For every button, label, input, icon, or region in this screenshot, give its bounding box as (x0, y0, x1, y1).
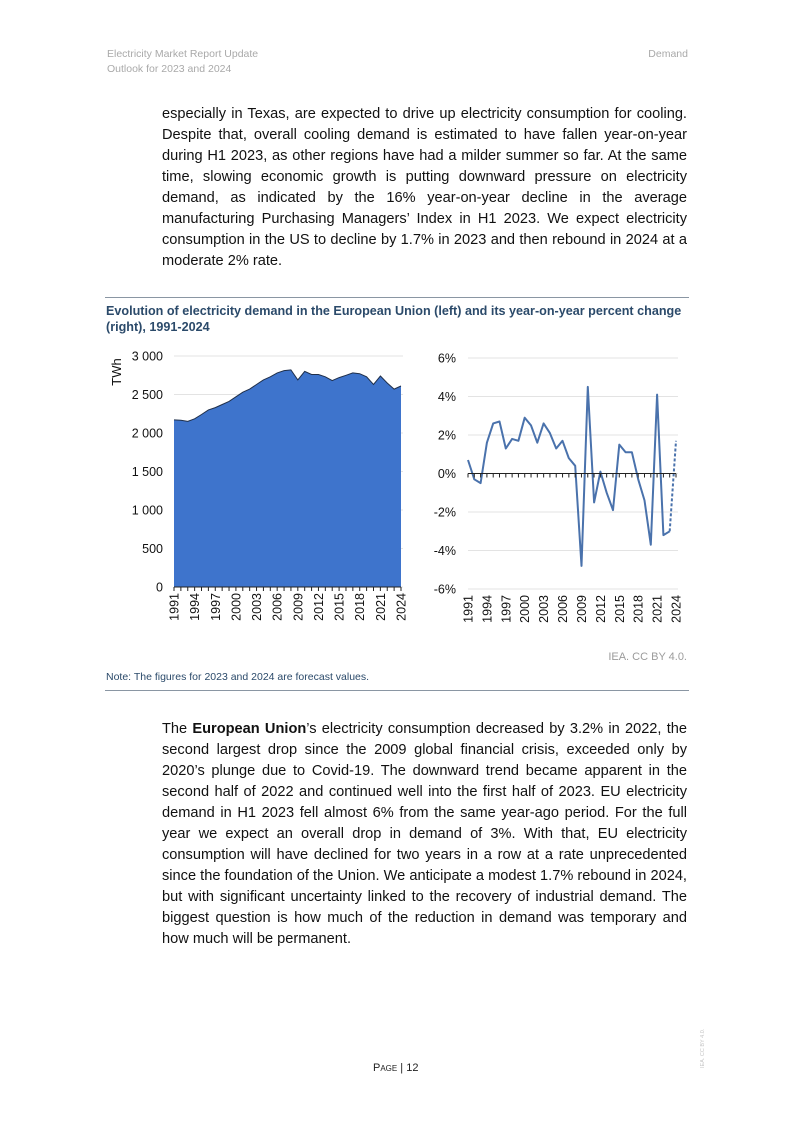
body-paragraph-2 (162, 719, 687, 950)
section-label: Demand (648, 48, 688, 60)
y-tick-label: 0% (437, 467, 456, 481)
x-tick-label: 2024 (394, 593, 409, 621)
y-tick-label: 500 (142, 542, 163, 556)
page-number: 12 (406, 1062, 419, 1074)
paragraph-2-bold-term: European Union (192, 721, 307, 737)
x-tick-label: 2024 (669, 595, 684, 623)
x-tick-label: 2000 (518, 595, 533, 623)
x-tick-label: 1991 (167, 593, 182, 621)
x-tick-label: 1997 (499, 595, 514, 623)
figure-bottom-rule (105, 690, 689, 691)
y-tick-label: 2% (437, 428, 456, 443)
x-tick-label: 2009 (291, 593, 306, 621)
x-tick-label: 2012 (311, 593, 326, 621)
figure-source: IEA. CC BY 4.0. (608, 651, 687, 663)
page-footer (373, 1062, 418, 1074)
y-tick-label: 2 500 (131, 388, 163, 402)
y-tick-label: 1 500 (131, 465, 163, 479)
x-tick-label: 1991 (461, 595, 476, 623)
y-tick-label: -2% (433, 505, 456, 520)
x-tick-label: 2006 (556, 595, 571, 623)
x-tick-label: 1994 (188, 593, 203, 621)
y-tick-label: 1 000 (131, 503, 163, 518)
x-tick-label: 2021 (650, 595, 665, 623)
figure-note: Note: The figures for 2023 and 2024 are forecast values. (106, 671, 370, 683)
x-tick-label: 1994 (480, 595, 495, 623)
paragraph-2-prefix: The (162, 721, 193, 737)
x-tick-label: 2015 (332, 593, 347, 621)
y-tick-label: -4% (433, 544, 456, 558)
y-tick-label: -6% (433, 582, 456, 597)
page-separator: | (397, 1062, 407, 1074)
report-subtitle: Outlook for 2023 and 2024 (107, 63, 232, 75)
page-label: Page (373, 1062, 398, 1074)
x-tick-label: 2018 (631, 595, 646, 623)
demand-area-chart (109, 350, 409, 621)
y-tick-label: 4% (437, 390, 456, 404)
x-tick-label: 2015 (612, 595, 627, 623)
x-tick-label: 2000 (229, 593, 244, 621)
x-tick-label: 2003 (250, 593, 265, 621)
x-tick-label: 2021 (373, 593, 388, 621)
x-tick-label: 2006 (270, 593, 285, 621)
x-tick-label: 2003 (537, 595, 552, 623)
x-tick-label: 2009 (574, 595, 589, 623)
x-tick-label: 1997 (208, 593, 223, 621)
yoy-forecast-line (670, 441, 676, 532)
y-tick-label: 0 (156, 580, 163, 595)
y-axis-title: TWh (109, 358, 124, 386)
yoy-change-line-chart (434, 352, 684, 623)
paragraph-2-rest: ’s electricity consumption decreased by 3.2% in 2022, the second largest drop since the 2009 global financial crisis, exceeded only by 2020’s plunge due to Covid-19. The downward trend became apparent in the second half of 2022 and continued well into the first half of 2023. EU electricity demand in H1 2023 fell almost 6% from the same year-ago period. For the full year we expect an overall drop in demand of 3%. With that, EU electricity consumption will have declined for two years in a row at a rate unprecedented since the foundation of the Union. We anticipate a modest 1.7% rebound in 2024, but with significant uncertainty linked to the recovery of industrial demand. The biggest question is how much of the reduction in demand was temporary and how much will be permanent. (162, 721, 688, 947)
y-tick-label: 6% (437, 351, 456, 366)
figure-title: Evolution of electricity demand in the European Union (left) and its year-on-year percent change (right), 1991-2024 (106, 304, 682, 334)
x-tick-label: 2012 (593, 595, 608, 623)
side-credit: IEA. CC BY 4.0. (700, 1028, 706, 1068)
y-tick-label: 2 000 (131, 426, 163, 441)
report-title: Electricity Market Report Update (107, 48, 259, 60)
body-paragraph-1: especially in Texas, are expected to drive up electricity consumption for cooling. Despite that, overall cooling demand is estimated to have fallen year-on-year during H1 2023, as other regions have had a milder summer so far. At the same time, slowing economic growth is putting downward pressure on electricity demand, as indicated by the 16% year-on-year decline in the average manufacturing Purchasing Managers’ Index in H1 2023. We expect electricity consumption in the US to decline by 1.7% in 2023 and then rebound in 2024 at a moderate 2% rate. (162, 106, 687, 269)
x-tick-label: 2018 (353, 593, 368, 621)
y-tick-label: 3 000 (131, 349, 163, 364)
area-fill (174, 370, 401, 587)
